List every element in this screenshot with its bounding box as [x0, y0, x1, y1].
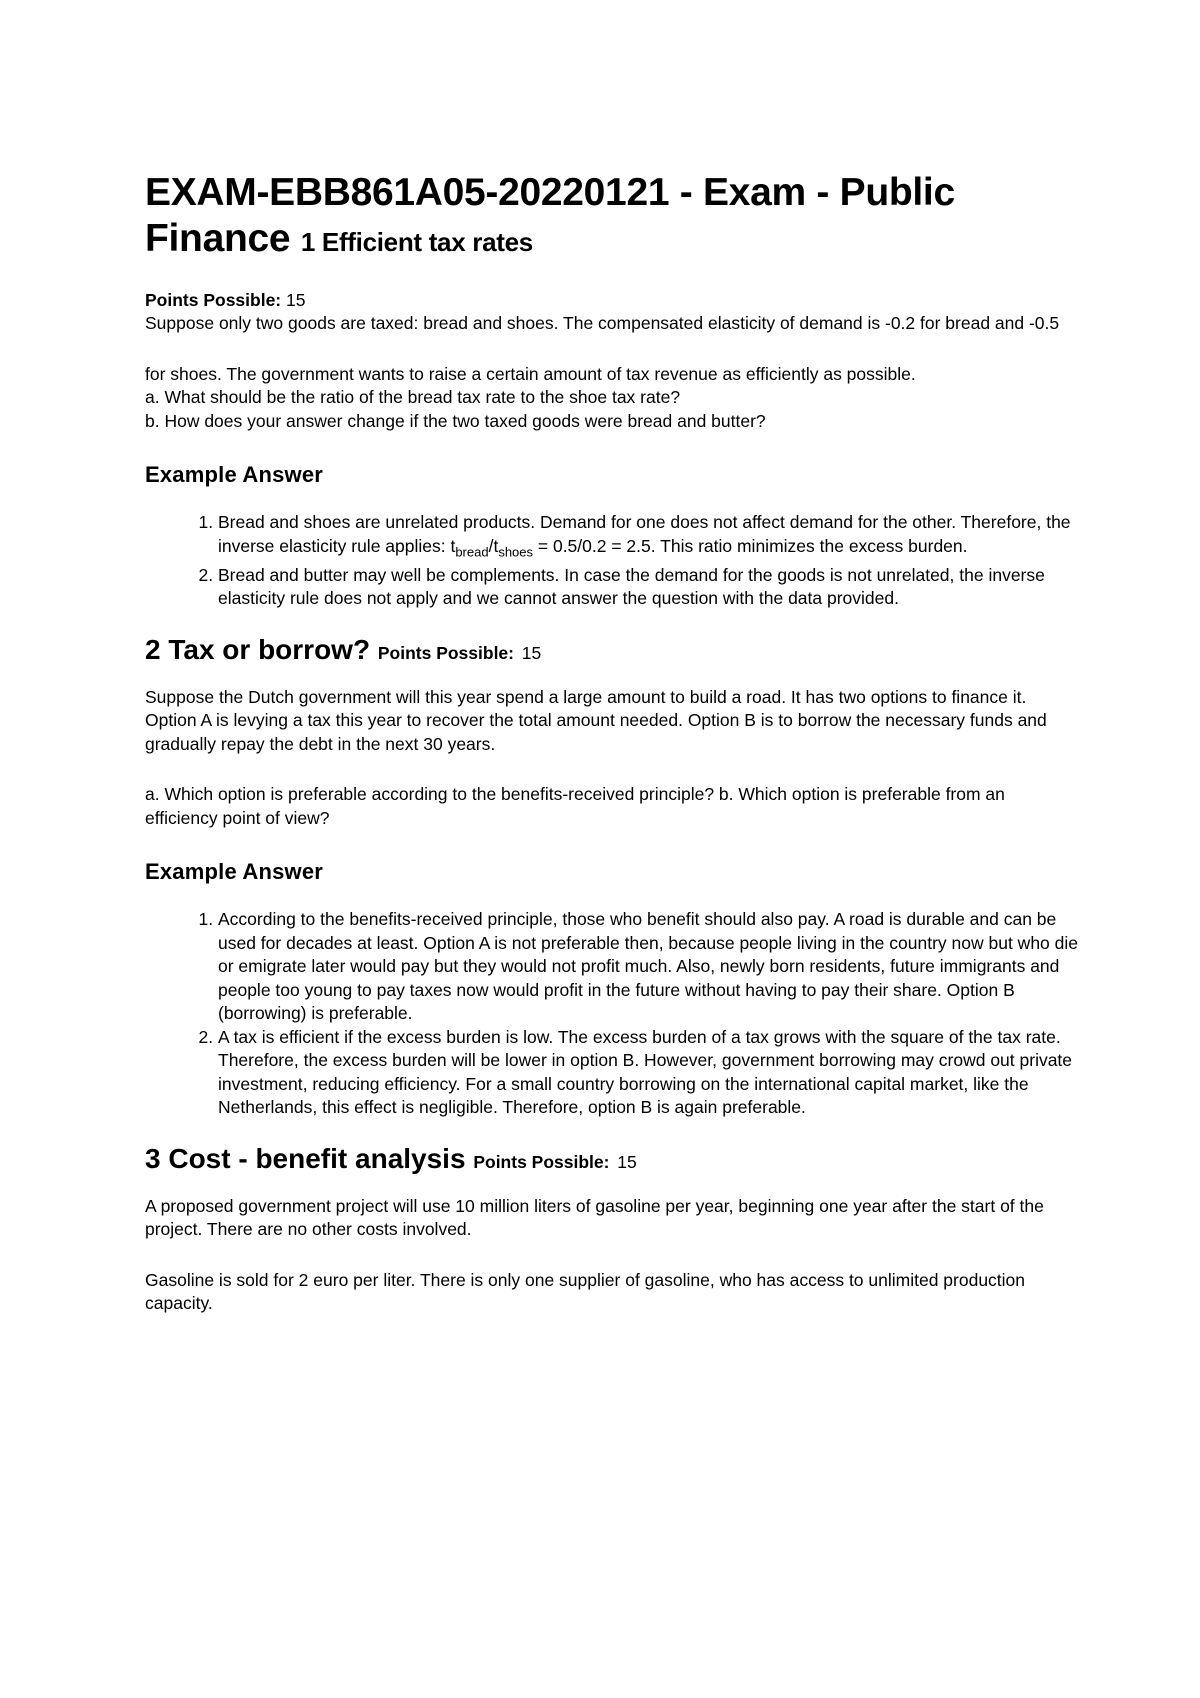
section2-heading-text: 2 Tax or borrow?: [145, 633, 371, 665]
section1-points: [145, 289, 1080, 312]
section1-points-label: Points Possible:: [145, 290, 282, 310]
section3-para-2: Gasoline is sold for 2 euro per liter. There is only one supplier of gasoline, who has access to unlimited production capacity.: [145, 1269, 1026, 1313]
section2-answer-list: [145, 908, 1080, 1120]
section1-question-b: b. How does your answer change if the two taxed goods were bread and butter?: [145, 410, 766, 431]
section1-heading: 1 Efficient tax rates: [300, 227, 533, 257]
section2-questions: a. Which option is preferable according to the benefits-received principle? b. Which option is preferable from an efficiency point of view?: [145, 784, 1005, 828]
section2-intro: Suppose the Dutch government will this year spend a large amount to build a road. It has two options to finance it. Option A is levying a tax this year to recover the total amount needed. Option B is to borrow the necessary funds and gradually repay the debt in the next 30 years.: [145, 686, 1047, 754]
section3-para-1: A proposed government project will use 10 million liters of gasoline per year, beginning one year after the start of the project. There are no other costs involved.: [145, 1195, 1044, 1239]
section1-answer-2: 2. Bread and butter may well be complements. In case the demand for the goods is not unrelated, the inverse elasticity rule does not apply and we cannot answer the question with the data provided.: [218, 564, 1080, 611]
section2-answer-2: 2. A tax is efficient if the excess burden is low. The excess burden of a tax grows with the square of the tax rate. Therefore, the excess burden will be lower in option B. However, government borrowing may crowd out private investment, reducing efficiency. For a small country borrowing on the international capital market, like the Netherlands, this effect is negligible. Therefore, option B is again preferable.: [218, 1026, 1080, 1120]
section2-example-heading: Example Answer: [145, 859, 324, 884]
section1-answer-1: 1. Bread and shoes are unrelated products. Demand for one does not affect demand for the other. Therefore, the inverse elasticity rule applies: $t_{bread}/t_{shoes} = 0.5/0.2 = 2.5$. This ratio minimizes the excess burden.: [218, 511, 1080, 564]
section2-heading: [145, 633, 1080, 670]
section3-heading: [145, 1142, 1080, 1179]
section2-points-label: Points Possible:: [377, 642, 514, 663]
section1-question-a: a. What should be the ratio of the bread tax rate to the shoe tax rate?: [145, 387, 681, 407]
section2-answer-1: 1. According to the benefits-received principle, those who benefit should also pay. A road is durable and can be used for decades at least. Option A is not preferable then, because people living in the country now but who die or emigrate later would pay but they would not profit much. Also, newly born residents, future immigrants and people too young to pay taxes now would profit in the future without having to pay their share. Option B (borrowing) is preferable.: [218, 908, 1080, 1026]
section3-points-label: Points Possible:: [473, 1151, 610, 1172]
section3-heading-text: 3 Cost - benefit analysis: [145, 1142, 466, 1174]
section3-points-value: 15: [617, 1151, 637, 1172]
section1-example-heading: Example Answer: [145, 462, 324, 487]
document-title: [145, 170, 1045, 265]
document-title-main: EXAM-EBB861A05-20220121 - Exam - Public Finance: [145, 171, 955, 260]
section2-points-value: 15: [521, 642, 542, 663]
section1-intro-1: Suppose only two goods are taxed: bread and shoes. The compensated elasticity of demand is -0.2 for bread and -0.5: [145, 313, 1060, 333]
section1-answer-list: [145, 511, 1080, 611]
section1-intro-2: for shoes. The government wants to raise a certain amount of tax revenue as efficiently as possible.: [145, 363, 916, 384]
section1-points-value: 15: [286, 290, 306, 310]
